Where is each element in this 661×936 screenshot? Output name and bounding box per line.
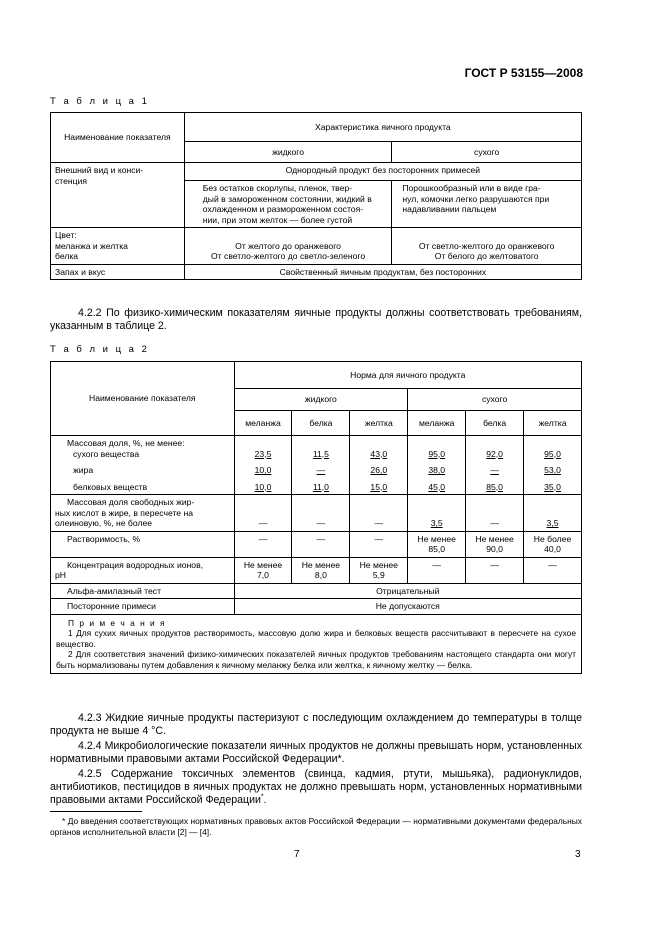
table2-cell: — <box>524 557 582 583</box>
name-line: ных кислот в жире, в пересчете на <box>55 507 193 518</box>
name-line: олеиновую, %, не более <box>55 518 153 528</box>
table2-cell: 38,0 <box>428 465 446 475</box>
table2-cell: Не более 40,0 <box>524 531 582 557</box>
table1 <box>50 112 582 280</box>
table1-row-appearance-common: Однородный продукт без посторонних примесей <box>184 163 581 181</box>
table2-cell: 11,5 <box>312 448 329 459</box>
paragraph-4-2-5-text: 4.2.5 Содержание токсичных элементов (свинца, кадмия, ртути, мышьяка), радионуклидов, антибиотиков, пестицидов в яичных продуктах не должно превышать норм, установленных нормативными правовыми актами Российской Федерации <box>50 768 582 806</box>
table2-row-solubility <box>51 531 582 557</box>
table2-row-amylase <box>51 583 582 599</box>
table2-cell: Не менее 5,9 <box>350 557 408 583</box>
table2-row-ph <box>51 557 582 583</box>
color-line: От желтого до оранжевого <box>235 240 341 251</box>
table2-cell: 95,0 <box>544 448 561 459</box>
table2-notes-row <box>51 614 582 674</box>
table2-notes <box>51 614 582 674</box>
table2-cell: 10,0 <box>254 465 272 475</box>
table1-row-appearance-dry: Порошкообразный или в виде гра- нул, комочки легко разрушаются при надавливании пальцем <box>392 181 582 228</box>
table1-header-row <box>51 113 582 142</box>
table2-row-dry-matter <box>51 449 582 462</box>
notes-title: П р и м е ч а н и я <box>68 617 167 628</box>
name-line: Внешний вид и конси- <box>55 165 144 175</box>
page-number-right: 3 <box>575 849 581 860</box>
color-line: От светло-желтого до оранжевого <box>418 240 555 251</box>
table1-row-smell-name: Запах и вкус <box>51 264 185 280</box>
table1-col-dry: сухого <box>392 142 582 163</box>
table1-row-appearance-liquid: Без остатков скорлупы, пленок, твер- дый в замороженном состоянии, жидкий в охлажденном и размороженном состоя- нии, при этом желток — более густой <box>184 181 392 228</box>
color-line: От светло-желтого до светло-зеленого <box>211 251 366 261</box>
note-2: 2 Для соответствия значений физико-химических показателей яичных продуктов требованиям настоящего стандарта они могут быть нормализованы путем добавления к яичному меланжу белка или желтка, к яичному желтку — белка. <box>56 649 576 670</box>
table2-row-protein <box>51 478 582 495</box>
table2-cell: 45,0 <box>428 481 446 492</box>
note-1: 1 Для сухих яичных продуктов растворимость, массовую долю жира и белковых веществ рассчитывают в пересчете на сухое вещество. <box>56 628 576 649</box>
table2-cell: 15,0 <box>370 481 388 492</box>
paragraph-4-2-4: 4.2.4 Микробиологические показатели яичных продуктов не должны превышать норм, установленных нормативными правовыми актами Российской Федерации*. <box>50 740 582 765</box>
table2-row-amylase-name: Альфа-амилазный тест <box>51 583 235 599</box>
table2-row-fatty-acids-name <box>51 495 235 532</box>
table2-row-fat <box>51 461 582 478</box>
table2-caption: Т а б л и ц а 2 <box>50 344 150 355</box>
table2-cell: 95,0 <box>428 448 446 459</box>
table2-row-ph-name <box>51 557 235 583</box>
name-line: pH <box>55 570 66 580</box>
paragraph-4-2-2: 4.2.2 По физико-химическим показателям яичные продукты должны соответствовать требованиям, указанным в таблице 2. <box>50 307 582 332</box>
table1-col-group: Характеристика яичного продукта <box>184 113 581 142</box>
table2-cell: 53,0 <box>544 465 561 475</box>
table2-cell: 3,5 <box>546 518 559 528</box>
table1-row-color-name <box>51 228 185 265</box>
table2-cell: 92,0 <box>486 448 503 459</box>
table2-subcol: меланжа <box>408 411 466 436</box>
color-line: От белого до желтоватого <box>434 251 539 261</box>
table2-cell: 26,0 <box>370 465 388 475</box>
name-line: Цвет: <box>55 230 77 240</box>
table1-row-smell <box>51 264 582 280</box>
table2-cell: — <box>466 557 524 583</box>
name-line: стенция <box>55 175 88 186</box>
table1-row-appearance-name <box>51 163 185 228</box>
table2-subcol: желтка <box>524 411 582 436</box>
name-line: белка <box>55 251 79 261</box>
table1-row-color-dry <box>392 228 582 265</box>
table1-caption: Т а б л и ц а 1 <box>50 96 150 107</box>
table2-row-impurities <box>51 599 582 615</box>
footnote-divider <box>50 811 142 812</box>
paragraph-4-2-3: 4.2.3 Жидкие яичные продукты пастеризуют с последующим охлаждением до температуры в толще продукта не выше 4 °С. <box>50 712 582 737</box>
table2-cell: Не менее 85,0 <box>408 531 466 557</box>
document-header: ГОСТ Р 53155—2008 <box>464 66 583 80</box>
paragraph-4-2-5 <box>50 768 582 807</box>
table2-row-solubility-name: Растворимость, % <box>51 531 235 557</box>
table2-col-name: Наименование показателя <box>51 362 235 436</box>
table2-subcol: белка <box>292 411 350 436</box>
table2-cell: — <box>316 465 326 475</box>
table2-row-impurities-value: Не допускаются <box>234 599 581 615</box>
table2-cell: — <box>374 518 384 528</box>
name-line: меланжа и желтка <box>55 240 128 251</box>
table2-cell: Не менее 7,0 <box>234 557 292 583</box>
footnote-mark: * <box>260 793 264 801</box>
table2-cell: — <box>408 557 466 583</box>
table2-row-name: жира <box>51 461 235 478</box>
table2-cell: 3,5 <box>430 518 443 528</box>
footnote: * До введения соответствующих нормативных правовых актов Российской Федерации — нормативными документами федеральных органов исполнительной власти [2] — [4]. <box>50 816 582 837</box>
table2-header-row <box>51 362 582 389</box>
table1-col-name: Наименование показателя <box>51 113 185 163</box>
table2-subcol: меланжа <box>234 411 292 436</box>
table2-col-liquid: жидкого <box>234 389 408 411</box>
table1-row-color <box>51 228 582 265</box>
table2-cell: Не менее 8,0 <box>292 557 350 583</box>
table2-row-name: белковых веществ <box>51 478 235 495</box>
table2-cell: 85,0 <box>486 481 503 492</box>
table2-cell: — <box>316 518 326 528</box>
table2-cell: — <box>292 531 350 557</box>
table2-row-amylase-value: Отрицательный <box>234 583 581 599</box>
table2-cell: 43,0 <box>370 448 388 459</box>
table2-subcol: белка <box>466 411 524 436</box>
name-line: Концентрация водородных ионов, <box>67 559 204 570</box>
table2-row-impurities-name: Посторонние примеси <box>51 599 235 615</box>
table2-cell: — <box>490 518 499 528</box>
table2-cell: 11,0 <box>312 481 329 492</box>
table2-col-group: Норма для яичного продукта <box>234 362 581 389</box>
table2-subcol: желтка <box>350 411 408 436</box>
table2-col-dry: сухого <box>408 389 582 411</box>
table1-row-appearance <box>51 163 582 181</box>
table1-col-liquid: жидкого <box>184 142 392 163</box>
page-number-center: 7 <box>294 849 300 860</box>
table2-row-mass-title <box>51 436 582 449</box>
table2-cell: — <box>234 531 292 557</box>
paragraph-4-2-5-end: . <box>263 794 267 806</box>
table2-cell: 35,0 <box>544 481 561 492</box>
table2-cell: Не менее 90,0 <box>466 531 524 557</box>
table2-cell: — <box>350 531 408 557</box>
table2 <box>50 361 582 674</box>
table1-row-smell-value: Свойственный яичным продуктам, без посторонних <box>184 264 581 280</box>
table2-row-mass-title-name: Массовая доля, %, не менее: <box>51 436 235 449</box>
table2-cell: — <box>490 465 499 475</box>
table2-cell: 23,5 <box>254 448 272 459</box>
table1-row-color-liquid <box>184 228 392 265</box>
table2-cell: — <box>258 518 268 528</box>
table2-cell: 10,0 <box>254 481 272 492</box>
table2-row-name: сухого вещества <box>51 449 235 462</box>
table2-row-fatty-acids <box>51 495 582 532</box>
name-line: Массовая доля свободных жир- <box>67 497 195 507</box>
